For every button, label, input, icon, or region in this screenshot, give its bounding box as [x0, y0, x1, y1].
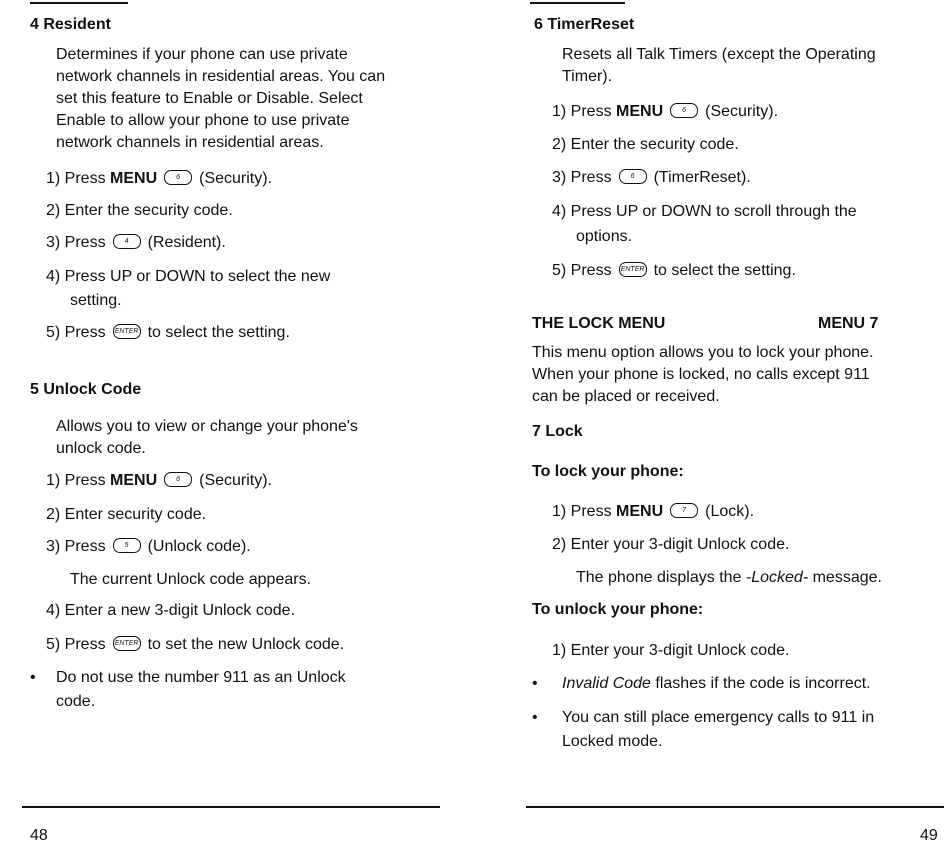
step-text: (Security). — [199, 170, 273, 187]
lock-menu-description — [532, 342, 944, 408]
unlock-desc-line: Allows you to view or change your phone's — [56, 418, 358, 435]
unlock-step-5 — [46, 634, 344, 656]
key-6-icon: 6 — [670, 103, 698, 118]
resident-step-1 — [46, 168, 272, 190]
step-text: 3) Press — [46, 538, 106, 555]
menu-label: MENU — [110, 472, 158, 489]
note-text: message. — [808, 569, 882, 586]
locked-message: -Locked- — [745, 569, 809, 586]
lock-heading: 7 Lock — [532, 423, 583, 440]
timerreset-desc-line: Timer). — [562, 68, 613, 85]
step-text: 1) Press — [46, 170, 111, 187]
timerreset-step-4-cont: options. — [576, 228, 633, 245]
unlock-step-3 — [46, 536, 251, 558]
step-text: (Unlock code). — [147, 538, 251, 555]
resident-step-4-cont: setting. — [70, 292, 122, 309]
resident-heading: 4 Resident — [30, 16, 111, 33]
step-text: (Security). — [705, 103, 779, 120]
enter-key-icon: ENTER — [113, 324, 141, 339]
lock-subheading: To lock your phone: — [532, 463, 684, 480]
step-text: 5) Press — [552, 262, 612, 279]
resident-description — [56, 44, 446, 154]
unlock-note-line-1: Do not use the number 911 as an Unlock — [56, 669, 346, 686]
note-text: The phone displays the — [576, 569, 746, 586]
resident-step-4: 4) Press UP or DOWN to select the new — [46, 268, 331, 285]
invalid-code-note — [562, 673, 871, 695]
step-text: 5) Press — [46, 636, 106, 653]
unlock-step-4: 4) Enter a new 3-digit Unlock code. — [46, 602, 296, 619]
resident-step-5 — [46, 322, 290, 344]
unlock-phone-step-1: 1) Enter your 3-digit Unlock code. — [552, 642, 790, 659]
step-text: 3) Press — [552, 169, 612, 186]
step-text: 5) Press — [46, 324, 106, 341]
lock-menu-number: MENU 7 — [818, 315, 879, 332]
unlock-code-heading: 5 Unlock Code — [30, 381, 142, 398]
lock-step-2: 2) Enter your 3-digit Unlock code. — [552, 536, 790, 553]
footer-rule — [526, 806, 944, 808]
key-7-icon: 7 — [670, 503, 698, 518]
resident-step-2: 2) Enter the security code. — [46, 202, 233, 219]
bullet-icon: • — [532, 709, 538, 726]
emergency-note-line-1: You can still place emergency calls to 911 in — [562, 709, 875, 726]
step-text: 1) Press — [552, 503, 617, 520]
key-6-icon: 6 — [619, 169, 647, 184]
key-5-icon: 5 — [113, 538, 141, 553]
top-rule — [30, 2, 128, 4]
step-text: 3) Press — [46, 234, 106, 251]
resident-step-3 — [46, 232, 226, 254]
bullet-icon: • — [532, 675, 538, 692]
unlock-note-line-2: code. — [56, 693, 96, 710]
unlock-code-description — [56, 416, 446, 460]
timerreset-step-4: 4) Press UP or DOWN to scroll through the — [552, 203, 857, 220]
footer-rule — [22, 806, 440, 808]
lock-step-1 — [552, 501, 754, 523]
step-text: (Resident). — [147, 234, 226, 251]
step-text: (Lock). — [705, 503, 755, 520]
unlock-desc-line: unlock code. — [56, 440, 146, 457]
lock-desc-line: can be placed or received. — [532, 388, 720, 405]
unlock-step-1 — [46, 470, 272, 492]
lock-menu-title: THE LOCK MENU — [532, 315, 666, 332]
invalid-code-text: Invalid Code — [562, 675, 651, 692]
enter-key-icon: ENTER — [619, 262, 647, 277]
step-text: to select the setting. — [653, 262, 796, 279]
resident-desc-line: network channels in residential areas. You can — [56, 68, 386, 85]
resident-desc-line: Determines if your phone can use private — [56, 46, 348, 63]
page-number-right: 49 — [920, 827, 938, 844]
unlock-step-3-note: The current Unlock code appears. — [70, 571, 312, 588]
timerreset-heading: 6 TimerReset — [534, 16, 635, 33]
step-text: to select the setting. — [147, 324, 290, 341]
menu-label: MENU — [110, 170, 158, 187]
timerreset-step-3 — [552, 167, 751, 189]
menu-label: MENU — [616, 503, 664, 520]
enter-key-icon: ENTER — [113, 636, 141, 651]
timerreset-step-2: 2) Enter the security code. — [552, 136, 739, 153]
timerreset-desc-line: Resets all Talk Timers (except the Operating — [562, 46, 876, 63]
step-text: 1) Press — [46, 472, 111, 489]
unlock-subheading: To unlock your phone: — [532, 601, 704, 618]
key-6-icon: 6 — [164, 472, 192, 487]
lock-step-2-note — [576, 567, 882, 589]
step-text: 1) Press — [552, 103, 617, 120]
timerreset-step-5 — [552, 260, 796, 282]
timerreset-description — [562, 44, 932, 88]
key-4-icon: 4 — [113, 234, 141, 249]
page-number-left: 48 — [30, 827, 48, 844]
step-text: (Security). — [199, 472, 273, 489]
step-text: to set the new Unlock code. — [147, 636, 345, 653]
top-rule — [530, 2, 625, 4]
lock-desc-line: This menu option allows you to lock your phone. — [532, 344, 874, 361]
key-6-icon: 6 — [164, 170, 192, 185]
emergency-note-line-2: Locked mode. — [562, 733, 663, 750]
unlock-step-2: 2) Enter security code. — [46, 506, 207, 523]
timerreset-step-1 — [552, 101, 778, 123]
bullet-icon: • — [30, 669, 36, 686]
step-text: (TimerReset). — [653, 169, 751, 186]
menu-label: MENU — [616, 103, 664, 120]
lock-desc-line: When your phone is locked, no calls except 911 — [532, 366, 870, 383]
resident-desc-line: Enable to allow your phone to use private — [56, 112, 350, 129]
resident-desc-line: set this feature to Enable or Disable. Select — [56, 90, 363, 107]
resident-desc-line: network channels in residential areas. — [56, 134, 324, 151]
note-text: flashes if the code is incorrect. — [650, 675, 871, 692]
